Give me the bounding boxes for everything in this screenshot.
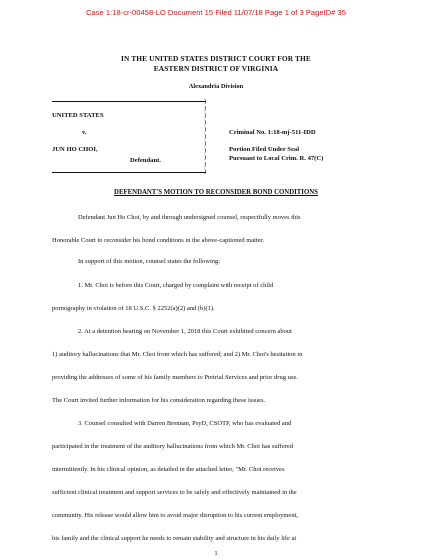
page-number: 1 [214,550,218,557]
caption-paren: ) [204,98,207,105]
case-number: Criminal No. 1:18-mj-511-IDD [229,129,316,136]
caption-paren: ) [204,126,207,133]
body-line: community. His release would allow him to avoid major disruption to his current employment, [52,512,298,519]
body-line: providing the addresses of some of his family members to Pretrial Services and prior drug use. [52,374,298,381]
body-line: 3. Counsel consulted with Darren Brennan, PsyD, CSOTP, who has evaluated and [78,420,292,427]
caption-paren: ) [204,168,207,175]
body-line: In support of this motion, counsel states the following: [78,258,221,265]
caption-paren: ) [204,119,207,126]
caption-paren: ) [204,161,207,168]
body-line: 1. Mr. Choi is before this Court, charged by complaint with receipt of child [78,282,274,289]
body-line: Defendant Jun Ho Choi, by and through undersigned counsel, respectfully moves this [78,214,301,221]
caption-paren: ) [204,133,207,140]
motion-title: DEFENDANT'S MOTION TO RECONSIDER BOND CONDITIONS [114,189,318,196]
case-header-stamp: Case 1:18-cr-00458-LO Document 15 Filed 11/07/18 Page 1 of 3 PageID# 35 [86,8,346,17]
caption-top-rule [52,101,206,102]
caption-paren: ) [204,147,207,154]
body-line: The Court invited further information for his consideration regarding these issues. [52,397,266,404]
court-name-line-1: IN THE UNITED STATES DISTRICT COURT FOR THE [121,54,311,63]
caption-defendant-name: JUN HO CHOI, [52,146,98,153]
court-name-line-2: EASTERN DISTRICT OF VIRGINIA [153,64,279,73]
caption-paren: ) [204,140,207,147]
seal-note-line-1: Portion Filed Under Seal [229,146,300,153]
caption-paren: ) [204,154,207,161]
caption-paren: ) [204,105,207,112]
body-line: Honorable Court to reconsider his bond conditions in the above-captioned matter. [52,237,265,244]
caption-plaintiff: UNITED STATES [52,112,104,119]
court-division: Alexandria Division [188,83,244,90]
caption-defendant-role: Defendant. [130,157,161,164]
body-line: his family and the clinical support he needs to remain stability and structure in his daily life at [52,535,297,542]
body-line: 2. At a detention hearing on November 1, 2018 this Court exhibited concern about [78,328,292,335]
body-line: pornography in violation of 18 U.S.C. § 2252(a)(2) and (b)(1). [52,305,215,312]
seal-note-line-2: Pursuant to Local Crim. R. 47(C) [229,155,324,162]
body-line: sufficient clinical treatment and support services to be safely and effectively maintained in the [52,489,297,496]
caption-bottom-rule [52,172,206,173]
body-line: 1) auditory hallucinations that Mr. Choi from which has suffered; and 2) Mr. Choi's hesitation in [52,351,303,358]
body-line: intermittently. In his clinical opinion, as detailed in the attached letter, "Mr. Choi receives [52,466,285,473]
caption-paren: ) [204,112,207,119]
caption-versus: v. [82,129,87,136]
body-line: participated in the treatment of the auditory hallucinations from which Mr. Choi has suffered [52,443,294,450]
